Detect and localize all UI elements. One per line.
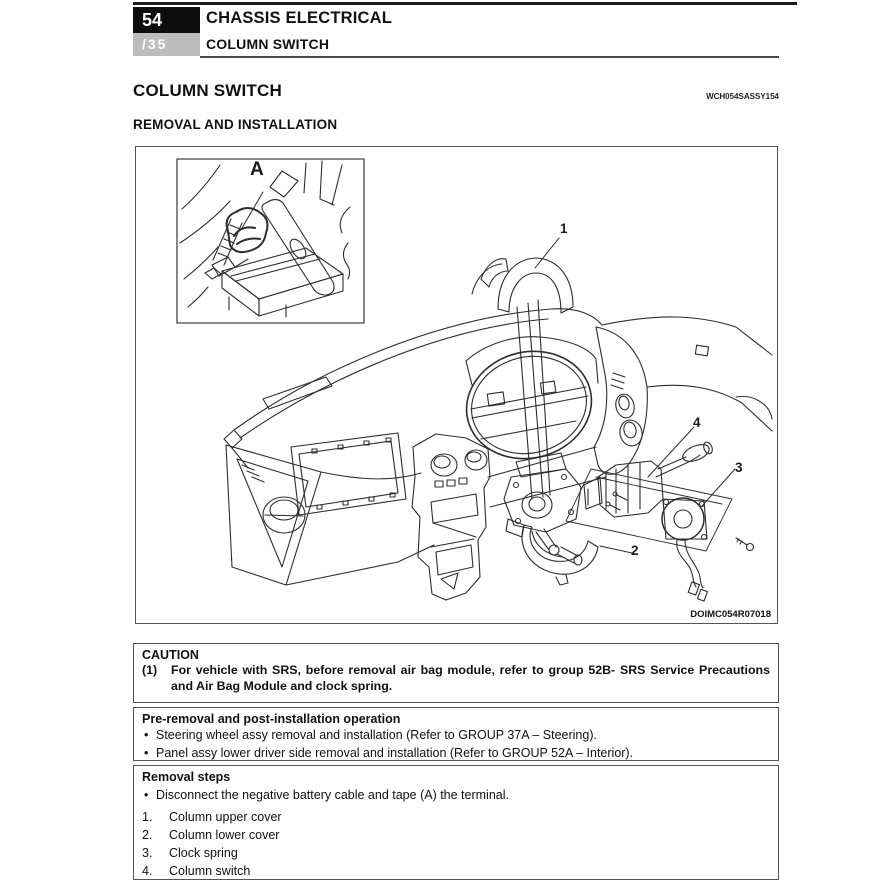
step-number: 2.: [142, 827, 153, 842]
caution-box: [133, 643, 779, 703]
caution-paragraph: [142, 663, 770, 694]
caution-title: CAUTION: [142, 648, 199, 662]
chapter-title: CHASSIS ELECTRICAL: [206, 9, 393, 27]
caution-item-number: (1): [142, 663, 158, 677]
callout-1: 1: [560, 221, 568, 236]
pre-removal-item: [142, 745, 770, 763]
chapter-number-badge: 54: [133, 7, 200, 33]
column-upper-cover: [472, 238, 573, 313]
step-row: [142, 808, 770, 826]
exploded-view-drawing: [136, 147, 776, 622]
header-underline: [200, 56, 779, 58]
doc-code: WCH054SASSY154: [706, 92, 779, 101]
section-title: COLUMN SWITCH: [206, 36, 330, 52]
step-number: 1.: [142, 809, 153, 824]
column-lower-cover: [506, 519, 632, 585]
bullet-icon: •: [144, 788, 149, 802]
callout-4: 4: [693, 415, 701, 430]
pre-removal-item-text: Panel assy lower driver side removal and installation (Refer to GROUP 52A – Interior).: [156, 745, 634, 760]
step-number: 3.: [142, 846, 153, 861]
removal-installation-heading: REMOVAL AND INSTALLATION: [133, 117, 338, 132]
figure-code: DOIMC054R07018: [690, 609, 771, 620]
removal-note: [142, 787, 770, 805]
step-row: [142, 844, 770, 862]
callout-a: A: [250, 159, 264, 180]
bullet-icon: •: [144, 728, 149, 742]
step-row: [142, 862, 770, 880]
caution-text: For vehicle with SRS, before removal air bag module, refer to group 52B- SRS Service Precautions and Air Bag Module and clock spring.: [171, 663, 770, 693]
removal-steps-title: Removal steps: [142, 770, 231, 784]
step-row: [142, 826, 770, 844]
page-code-badge: /35: [133, 33, 200, 56]
step-label: Column lower cover: [169, 827, 280, 842]
bullet-icon: •: [144, 745, 149, 760]
top-rule: [133, 2, 797, 5]
step-number: 4.: [142, 864, 153, 879]
callout-3: 3: [735, 460, 743, 475]
page-title: COLUMN SWITCH: [133, 81, 282, 100]
pre-removal-box: [133, 707, 779, 761]
removal-note-text: Disconnect the negative battery cable and tape (A) the terminal.: [156, 788, 509, 802]
exploded-view-figure: [135, 146, 778, 624]
audio-opening: [291, 433, 406, 515]
step-label: Column switch: [169, 864, 251, 879]
pre-removal-item-text: Steering wheel assy removal and installation (Refer to GROUP 37A – Steering).: [156, 728, 597, 742]
pre-removal-title: Pre-removal and post-installation operation: [142, 712, 401, 726]
pre-removal-item: [142, 727, 770, 745]
instrument-cluster: [455, 317, 772, 474]
center-console: [412, 434, 606, 600]
step-label: Column upper cover: [169, 809, 282, 824]
callout-2: 2: [631, 543, 639, 558]
removal-steps-box: [133, 765, 779, 880]
step-label: Clock spring: [169, 846, 238, 861]
battery-inset: [177, 159, 364, 323]
clock-spring: [662, 469, 754, 601]
